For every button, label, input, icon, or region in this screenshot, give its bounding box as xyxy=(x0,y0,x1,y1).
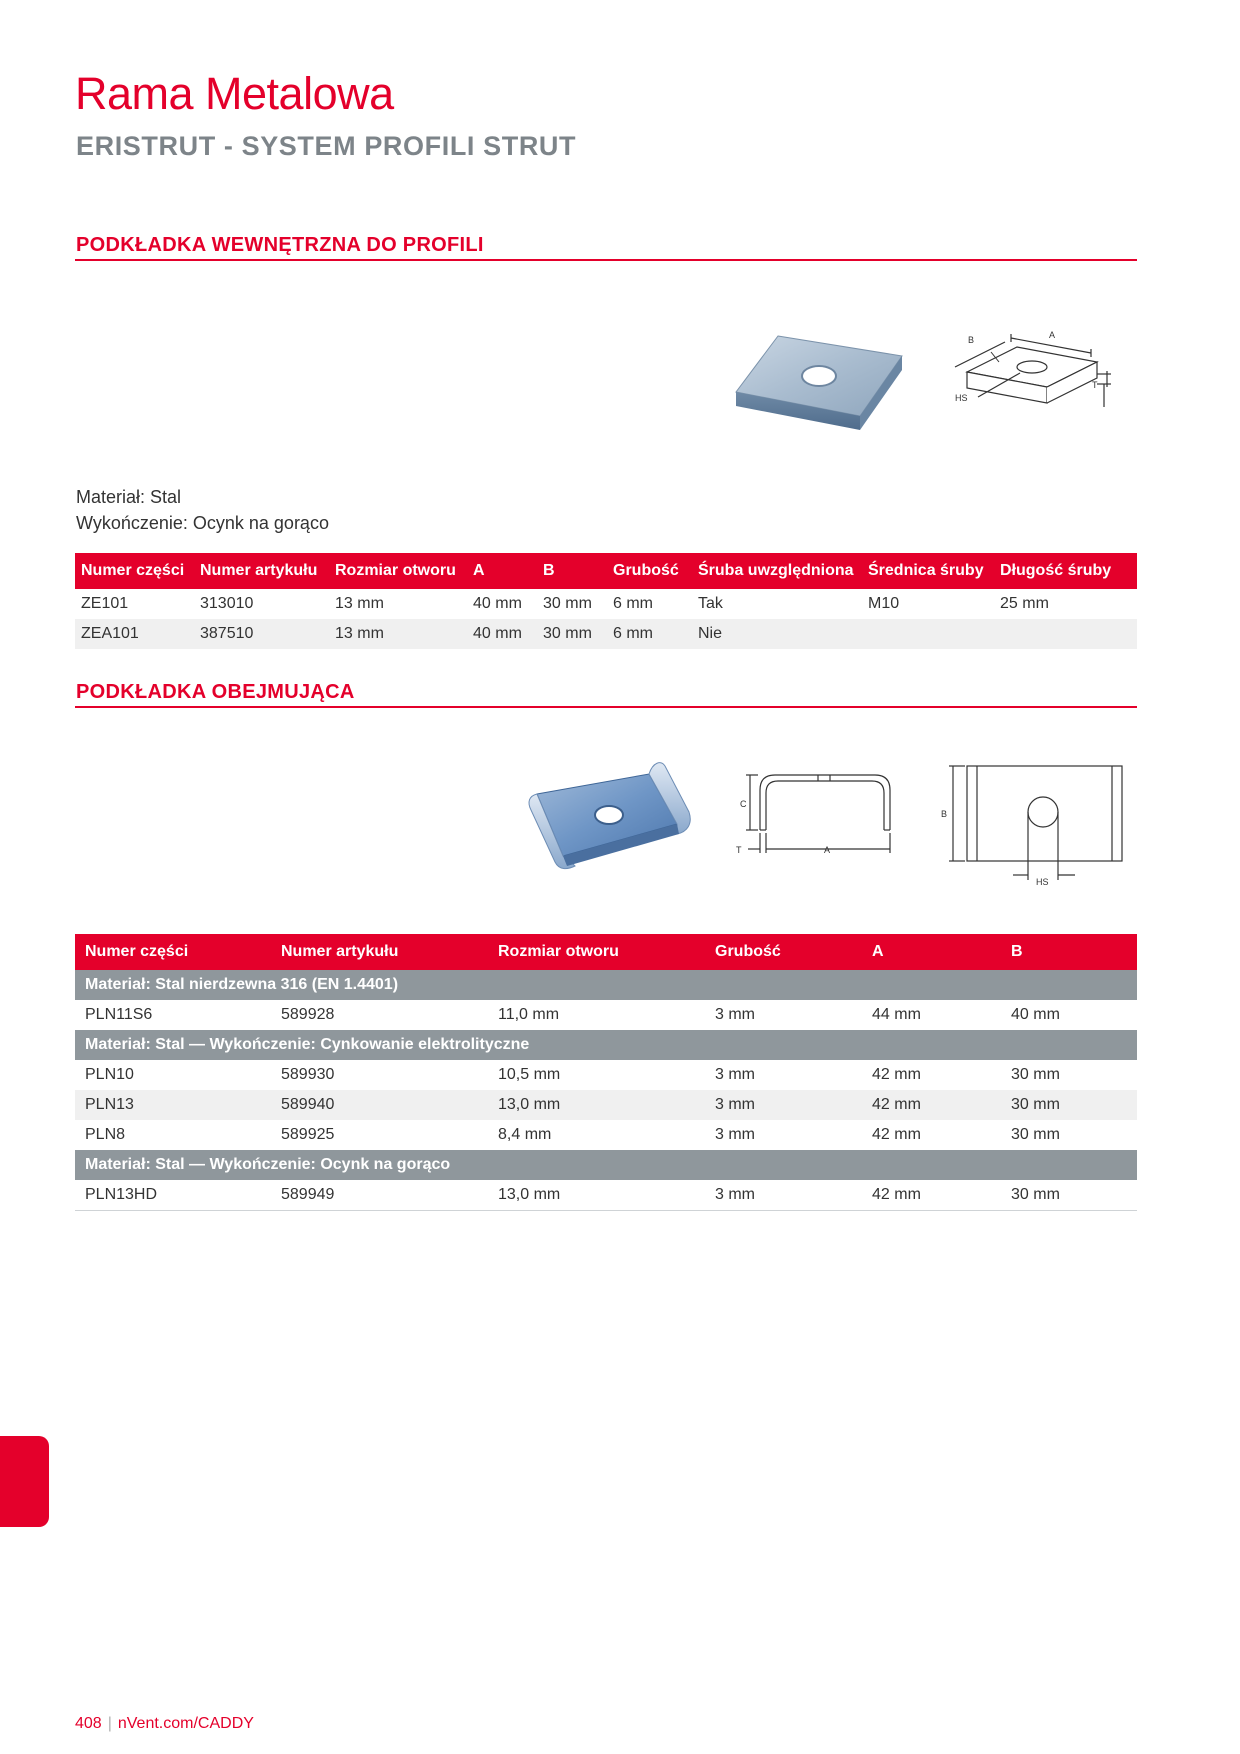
section-divider xyxy=(75,706,1137,708)
finish-text: Wykończenie: Ocynk na gorąco xyxy=(76,513,329,533)
dim-label-hs: HS xyxy=(1036,877,1049,887)
clamp-washer-photo xyxy=(525,758,695,873)
table-cell: ZEA101 xyxy=(75,619,194,649)
table-row xyxy=(75,1090,1137,1120)
table-row xyxy=(75,1180,1137,1211)
table-cell: 8,4 mm xyxy=(498,1126,552,1143)
table-cell: 3 mm xyxy=(705,1090,862,1120)
table-cell: PLN11S6 xyxy=(85,1006,153,1023)
dim-label-b: B xyxy=(941,809,948,819)
material-group-label: Materiał: Stal — Wykończenie: Ocynk na gorąco xyxy=(75,1150,1137,1180)
table-cell: 589930 xyxy=(281,1066,335,1083)
table-cell: 30 mm xyxy=(1001,1180,1137,1211)
table-cell: 30 mm xyxy=(1001,1090,1137,1120)
washer-dimension-drawing xyxy=(945,325,1115,435)
page-footer xyxy=(75,1715,254,1733)
table-cell: 42 mm xyxy=(862,1090,1001,1120)
col-header: Rozmiar otworu xyxy=(488,934,705,970)
table-cell: 42 mm xyxy=(872,1066,921,1083)
table-cell: 589925 xyxy=(281,1126,335,1143)
table-cell: Nie xyxy=(692,619,862,649)
col-header: B xyxy=(537,553,607,589)
material-group-row xyxy=(75,1030,1137,1060)
col-header: Numer części xyxy=(75,553,194,589)
table-cell: Tak xyxy=(698,595,723,612)
table-cell: PLN13HD xyxy=(75,1180,271,1211)
page-title: Rama Metalowa xyxy=(75,68,394,119)
col-header: Śruba uwzględniona xyxy=(692,553,862,589)
table-cell: 30 mm xyxy=(1011,1126,1060,1143)
col-header: B xyxy=(1001,934,1137,970)
table-cell: 3 mm xyxy=(715,1126,755,1143)
material-group-label: Materiał: Stal nierdzewna 316 (EN 1.4401) xyxy=(75,970,1137,1000)
table-cell: 589940 xyxy=(271,1090,488,1120)
dim-label-t: T xyxy=(1092,380,1098,390)
table-cell: 313010 xyxy=(200,595,254,612)
dim-label-b: B xyxy=(968,335,975,345)
table-cell: 13,0 mm xyxy=(488,1090,705,1120)
table-row xyxy=(75,1120,1137,1150)
table-cell: ZE101 xyxy=(81,595,129,612)
table-cell: PLN8 xyxy=(85,1126,126,1143)
material-group-row xyxy=(75,970,1137,1000)
table-cell: 589949 xyxy=(271,1180,488,1211)
page-subtitle: ERISTRUT - SYSTEM PROFILI STRUT xyxy=(76,131,577,161)
col-header: Długość śruby xyxy=(994,553,1137,589)
table-cell: 3 mm xyxy=(715,1006,755,1023)
table-cell xyxy=(994,619,1137,649)
table-cell: 13 mm xyxy=(329,619,467,649)
table-cell: PLN13 xyxy=(75,1090,271,1120)
table-cell: 40 mm xyxy=(1011,1006,1060,1023)
table-cell: 11,0 mm xyxy=(498,1006,560,1023)
table-cell: 30 mm xyxy=(1011,1066,1060,1083)
section-side-tab xyxy=(0,1436,49,1527)
washer-plate-photo xyxy=(730,330,910,440)
dim-label-a: A xyxy=(1049,330,1056,340)
col-header: Grubość xyxy=(705,934,862,970)
col-header: A xyxy=(862,934,1001,970)
table-cell: PLN10 xyxy=(85,1066,134,1083)
col-header: Rozmiar otworu xyxy=(329,553,467,589)
col-header: Grubość xyxy=(607,553,692,589)
dim-label-hs: HS xyxy=(955,393,968,403)
table-header-row xyxy=(75,553,1137,589)
table-cell: 589928 xyxy=(281,1006,335,1023)
table-cell: 30 mm xyxy=(537,619,607,649)
dim-label-c: C xyxy=(740,799,747,809)
table-cell: 3 mm xyxy=(705,1180,862,1211)
table-cell: 44 mm xyxy=(872,1006,921,1023)
dim-label-t: T xyxy=(736,845,742,855)
table-header-row xyxy=(75,934,1137,970)
col-header: Numer części xyxy=(75,934,271,970)
table-cell: 42 mm xyxy=(872,1126,921,1143)
table-row xyxy=(75,1000,1137,1030)
clamp-top-drawing xyxy=(935,758,1135,888)
material-text: Materiał: Stal xyxy=(76,487,182,507)
table-cell: 13,0 mm xyxy=(488,1180,705,1211)
material-group-label: Materiał: Stal — Wykończenie: Cynkowanie elektrolityczne xyxy=(75,1030,1137,1060)
footer-separator: | xyxy=(107,1715,112,1732)
page-number: 408 xyxy=(75,1715,102,1732)
col-header: Numer artykułu xyxy=(271,934,488,970)
section-title-inner-washer: PODKŁADKA WEWNĘTRZNA DO PROFILI xyxy=(76,234,484,256)
table-cell: 6 mm xyxy=(613,595,653,612)
table-cell: 42 mm xyxy=(862,1180,1001,1211)
table-row xyxy=(75,619,1137,649)
table-cell: 3 mm xyxy=(715,1066,755,1083)
table-cell: 25 mm xyxy=(1000,595,1049,612)
section-divider xyxy=(75,259,1137,261)
table-cell: 387510 xyxy=(194,619,329,649)
spec-table-inner-washer xyxy=(75,553,1137,649)
table-cell: 30 mm xyxy=(543,595,592,612)
spec-table-clamp-washer xyxy=(75,934,1137,1211)
material-group-row xyxy=(75,1150,1137,1180)
table-cell: 40 mm xyxy=(467,619,537,649)
table-cell xyxy=(862,619,994,649)
table-row xyxy=(75,589,1137,619)
col-header: A xyxy=(467,553,537,589)
clamp-side-drawing xyxy=(730,765,915,865)
table-row xyxy=(75,1060,1137,1090)
section-title-clamp-washer: PODKŁADKA OBEJMUJĄCA xyxy=(76,681,355,703)
table-cell: M10 xyxy=(868,595,900,612)
table-cell: 10,5 mm xyxy=(498,1066,561,1083)
table-cell: 13 mm xyxy=(335,595,384,612)
col-header: Średnica śruby xyxy=(862,553,994,589)
table-cell: 6 mm xyxy=(607,619,692,649)
col-header: Numer artykułu xyxy=(194,553,329,589)
dim-label-a: A xyxy=(824,845,831,855)
table-cell: 40 mm xyxy=(473,595,522,612)
footer-website-link[interactable]: nVent.com/CADDY xyxy=(117,1715,254,1732)
